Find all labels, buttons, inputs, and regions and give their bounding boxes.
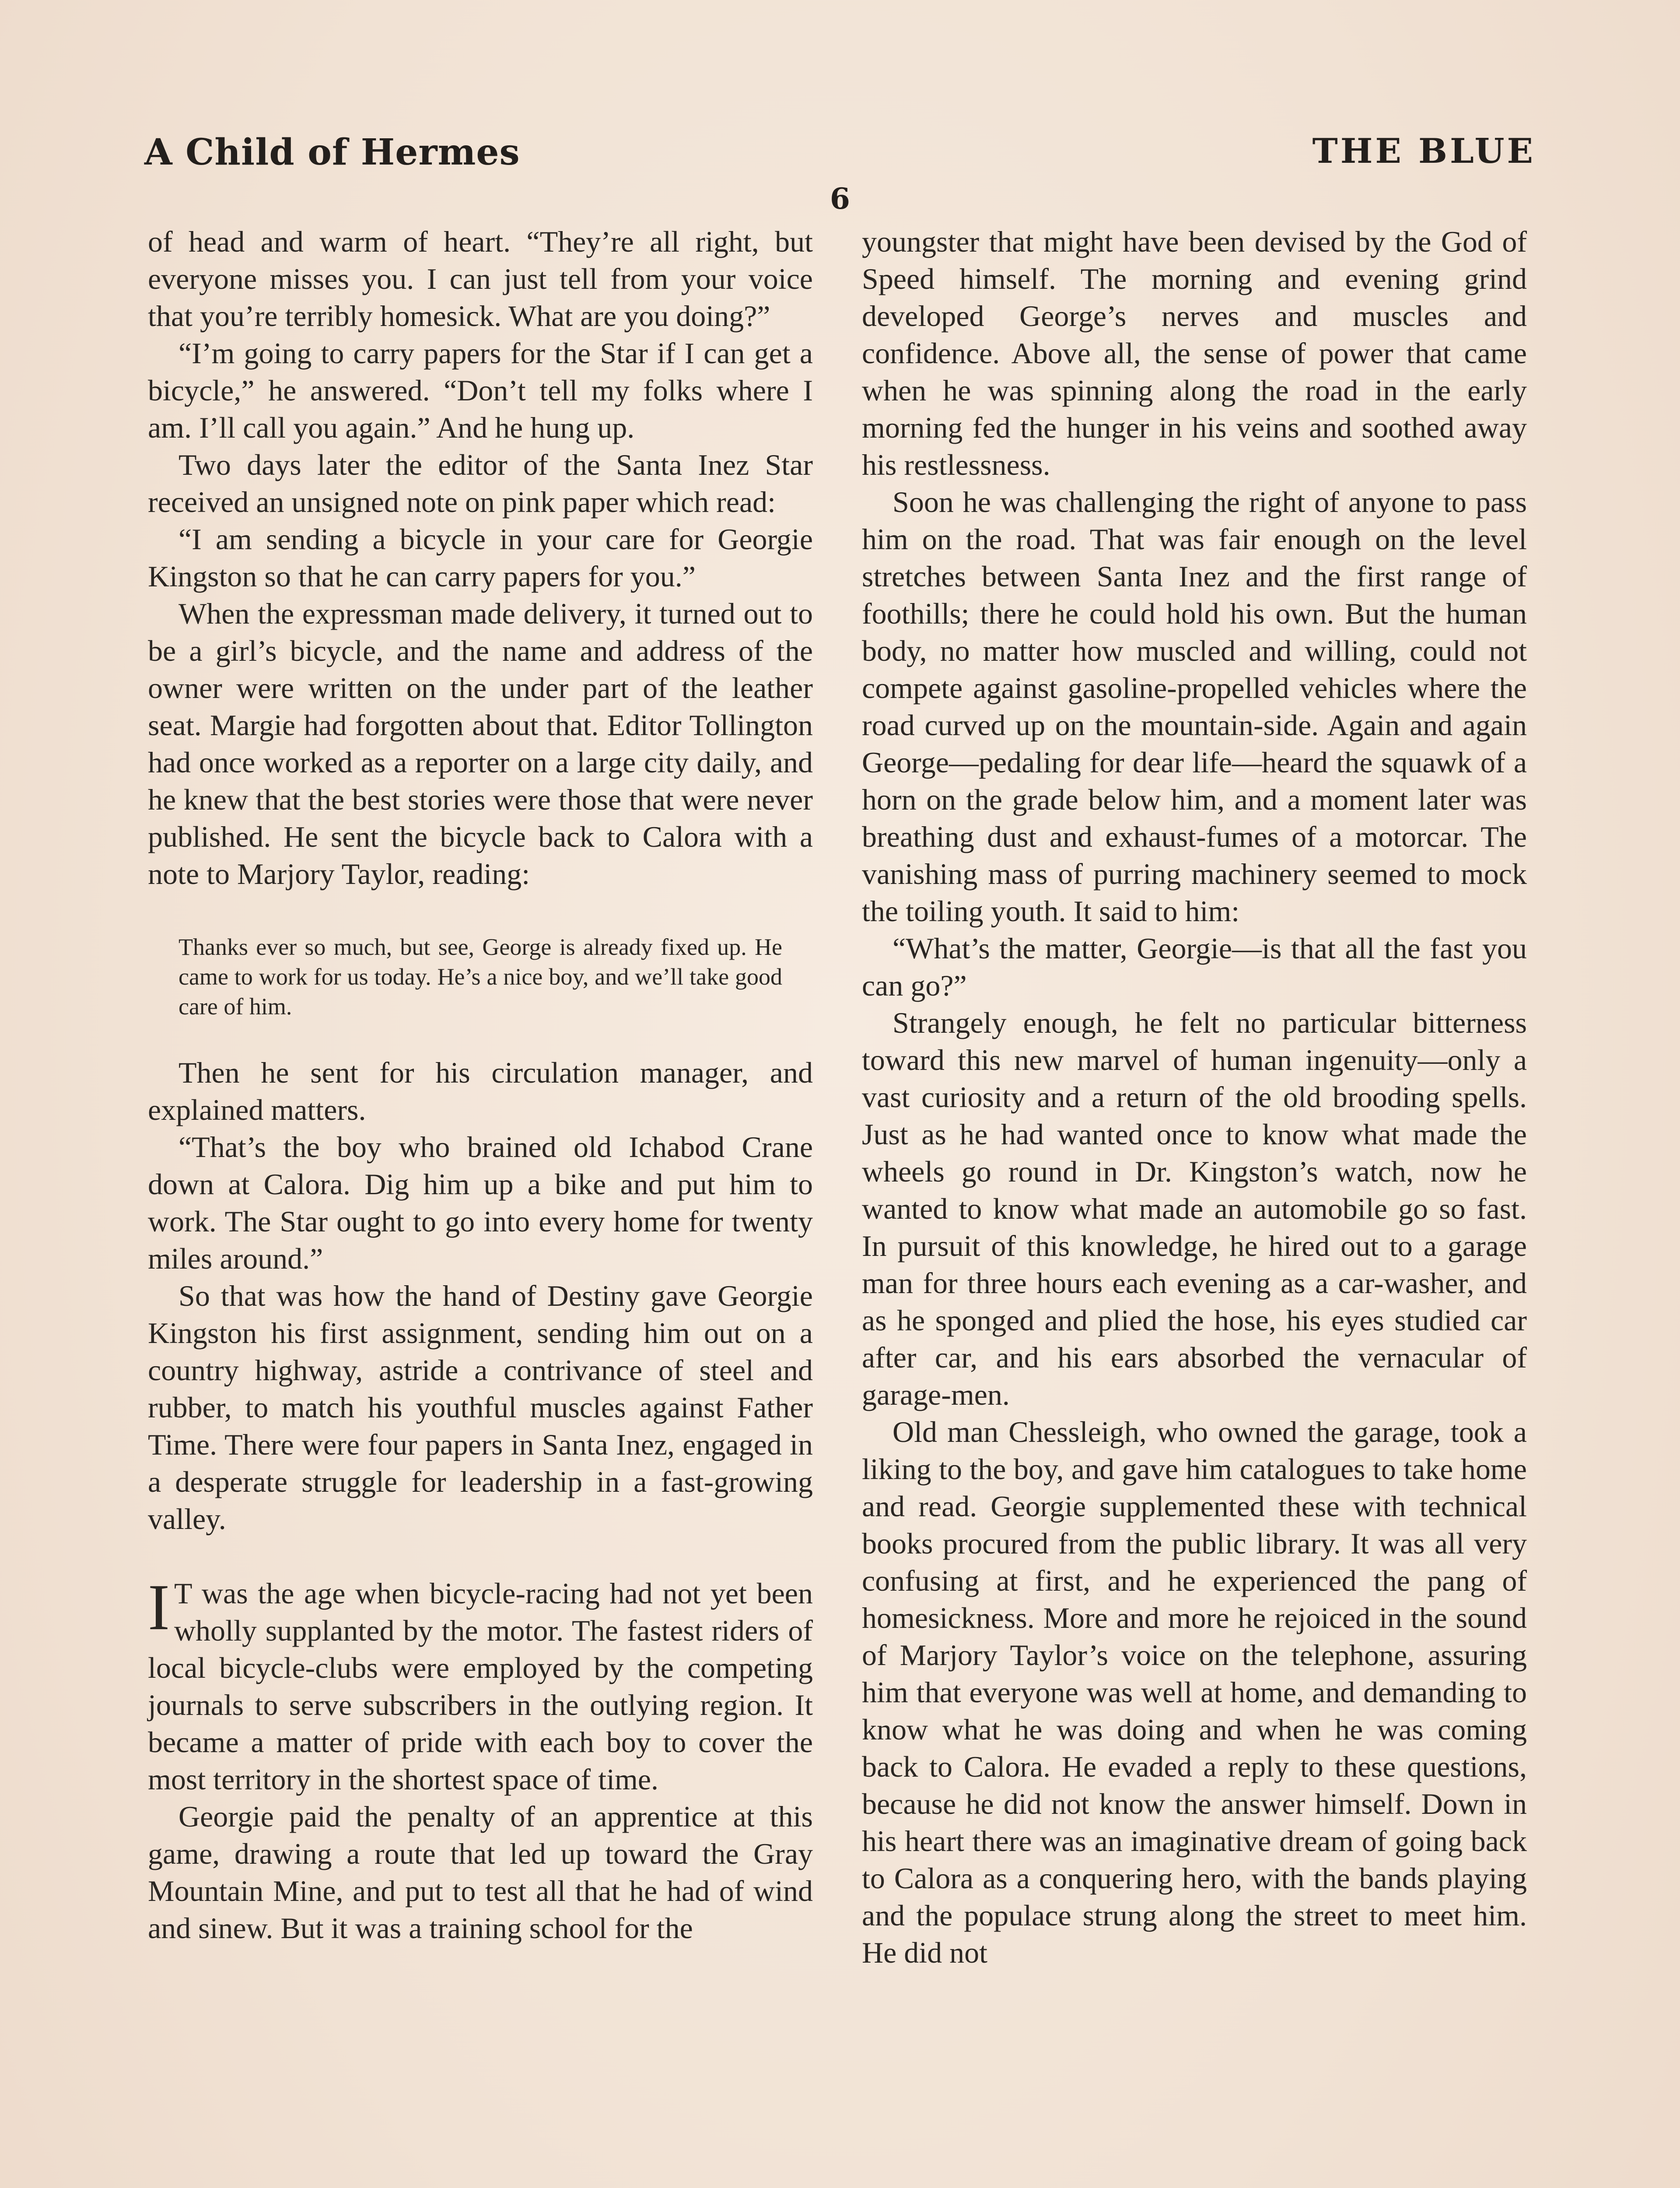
paragraph: When the expressman made delivery, it turned out to be a girl’s bicycle, and the name and address of the owner were written on the under part of the leather seat. Margie had forgotten about that. Editor Tollington had once worked as a reporter on a large city daily, and he knew that the best stories were those that were never published. He sent the bicycle back to Calora with a note to Marjory Taylor, reading: <box>148 597 813 891</box>
paragraph: Soon he was challenging the right of anyone to pass him on the road. That was fair enough on the level stretches between Santa Inez and the first range of foothills; there he could hold his own. But the human body, no matter how muscled and willing, could not compete against gasoline-propelled vehicles where the road curved up on the mountain-side. Again and again George—pedaling for dear life—heard the squawk of a horn on the grade below him, and a moment later was breathing dust and exhaust-fumes of a motorcar. The vanishing mass of purring machinery seemed to mock the toiling youth. It said to him: <box>862 485 1527 928</box>
left-column <box>148 223 813 1947</box>
right-column <box>862 223 1527 1971</box>
paragraph: So that was how the hand of Destiny gave Georgie Kingston his first assignment, sending him out on a country highway, astride a contrivance of steel and rubber, to match his youthful muscles against Father Time. There were four papers in Santa Inez, engaged in a desperate struggle for leadership in a fast-growing valley. <box>148 1279 813 1536</box>
note-quote: Thanks ever so much, but see, George is already fixed up. He came to work for us today. He’s a nice boy, and we’ll take good care of him. <box>178 934 782 1020</box>
paragraph-text: T was the age when bicycle-racing had not yet been wholly supplanted by the motor. The fastest riders of local bicycle-clubs were employed by the competing journals to serve subscribers in the outlying region. It became a matter of pride with each boy to cover the most territory in the shortest space of time. <box>148 1577 813 1796</box>
magazine-name: THE BLUE <box>1312 131 1536 171</box>
paragraph: “I am sending a bicycle in your care for Georgie Kingston so that he can carry papers for you.” <box>148 522 813 593</box>
paragraph: Then he sent for his circulation manager, and explained matters. <box>148 1056 813 1126</box>
paragraph: Old man Chessleigh, who owned the garage, took a liking to the boy, and gave him catalogues to take home and read. Georgie supplemented these with technical books procured from the public library. It was all very confusing at first, and he experienced the pang of homesickness. More and more he rejoiced in the sound of Marjory Taylor’s voice on the telephone, assuring him that everyone was well at home, and demanding to know what he was doing and when he was coming back to Calora. He evaded a reply to these questions, because he did not know the answer himself. Down in his heart there was an imaginative dream of going back to Calora as a conquering hero, with the bands playing and the populace strung along the street to meet him. He did not <box>862 1415 1527 1969</box>
story-title: A Child of Hermes <box>144 131 520 173</box>
paragraph: “That’s the boy who brained old Ichabod Crane down at Calora. Dig him up a bike and put him to work. The Star ought to go into every home for twenty miles around.” <box>148 1130 813 1275</box>
paragraph: of head and warm of heart. “They’re all right, but everyone misses you. I can just tell from your voice that you’re terribly homesick. What are you doing?” <box>148 225 813 333</box>
paragraph: Georgie paid the penalty of an apprentice at this game, drawing a route that led up toward the Gray Mountain Mine, and put to test all that he had of wind and sinew. But it was a training school for the <box>148 1800 813 1945</box>
section-paragraph <box>148 1571 813 1798</box>
paragraph: “I’m going to carry papers for the Star if I can get a bicycle,” he answered. “Don’t tell my folks where I am. I’ll call you again.” And he hung up. <box>148 337 813 444</box>
page-number: 6 <box>830 182 850 216</box>
drop-cap: I <box>148 1571 170 1644</box>
paragraph: “What’s the matter, Georgie—is that all the fast you can go?” <box>862 932 1527 1002</box>
paragraph: Strangely enough, he felt no particular bitterness toward this new marvel of human ingenuity—only a vast curiosity and a return of the old brooding spells. Just as he had wanted once to know what made the wheels go round in Dr. Kingston’s watch, now he wanted to know what made an automobile go so fast. In pursuit of this knowledge, he hired out to a garage man for three hours each evening as a car-washer, and as he sponged and plied the hose, his eyes studied car after car, and his ears absorbed the vernacular of garage-men. <box>862 1006 1527 1411</box>
paragraph: Two days later the editor of the Santa Inez Star received an unsigned note on pink paper which read: <box>148 448 813 519</box>
paragraph: youngster that might have been devised by the God of Speed himself. The morning and evening grind developed George’s nerves and muscles and confidence. Above all, the sense of power that came when he was spinning along the road in the early morning fed the hunger in his veins and soothed away his restlessness. <box>862 225 1527 481</box>
